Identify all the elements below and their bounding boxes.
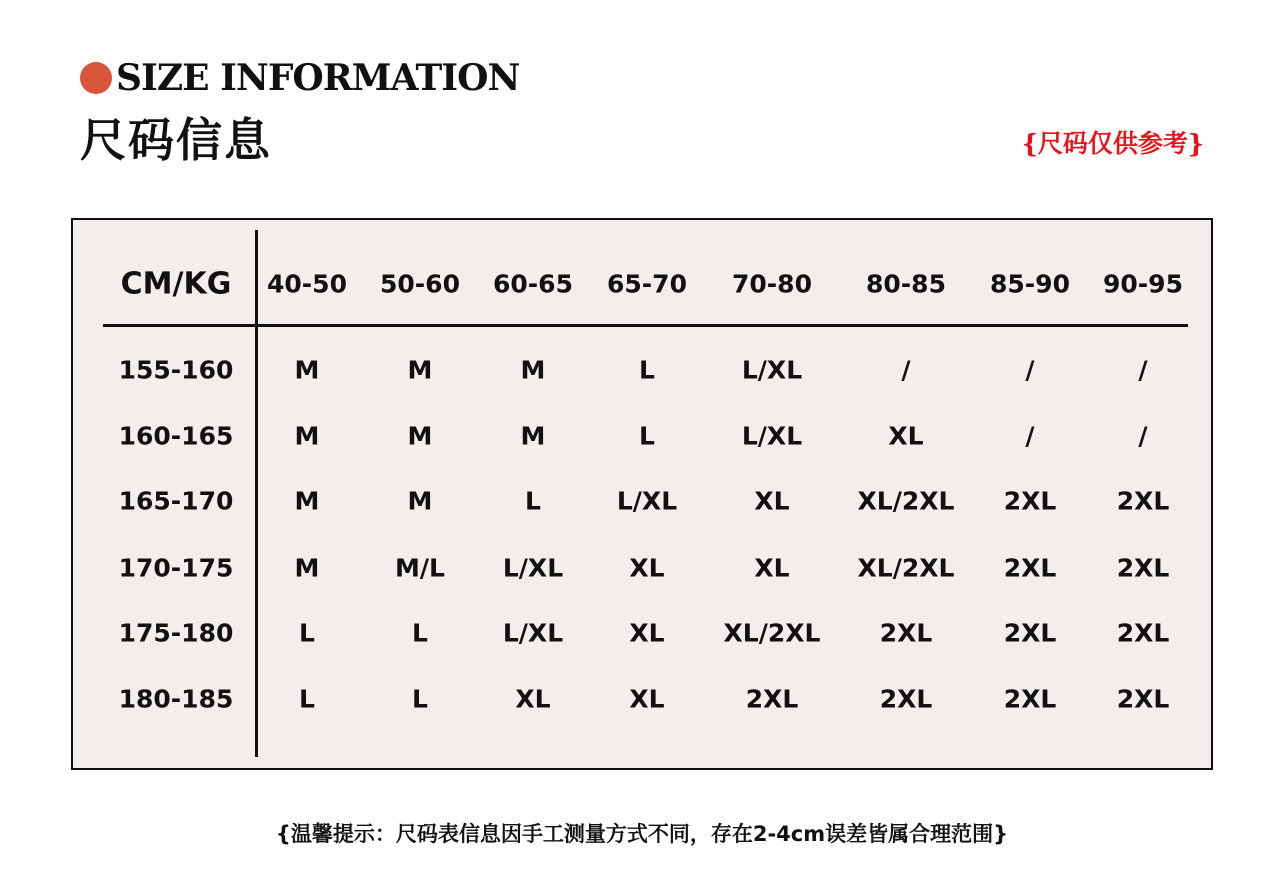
title-en-text: SIZE INFORMATION xyxy=(116,57,520,99)
weight-column-header: 80-85 xyxy=(866,269,946,299)
size-cell: 2XL xyxy=(1003,618,1057,648)
size-cell: L/XL xyxy=(741,421,803,451)
accent-dot-icon xyxy=(80,62,112,94)
weight-column-header: 60-65 xyxy=(493,269,573,299)
size-cell: L/XL xyxy=(616,486,678,516)
height-row-header: 170-175 xyxy=(118,553,234,583)
size-cell: / xyxy=(1138,355,1148,385)
size-cell: 2XL xyxy=(1116,618,1170,648)
height-row-header: 175-180 xyxy=(118,618,234,648)
size-cell: L/XL xyxy=(741,355,803,385)
size-cell: 2XL xyxy=(1003,553,1057,583)
table-header-divider xyxy=(103,324,1188,327)
size-cell: XL/2XL xyxy=(857,486,955,516)
size-cell: L xyxy=(299,618,315,648)
footer-tip: {温馨提示：尺码表信息因手工测量方式不同，存在2-4cm误差皆属合理范围} xyxy=(275,822,1009,846)
size-cell: M xyxy=(520,355,546,385)
weight-column-header: 65-70 xyxy=(607,269,687,299)
size-cell: 2XL xyxy=(1003,486,1057,516)
size-cell: L xyxy=(412,618,428,648)
size-cell: XL/2XL xyxy=(857,553,955,583)
corner-label: CM/KG xyxy=(120,266,232,302)
height-row-header: 165-170 xyxy=(118,486,234,516)
weight-column-header: 90-95 xyxy=(1103,269,1183,299)
size-cell: XL xyxy=(754,553,790,583)
size-cell: XL xyxy=(629,618,665,648)
size-cell: XL xyxy=(515,684,551,714)
height-row-header: 160-165 xyxy=(118,421,234,451)
height-row-header: 155-160 xyxy=(118,355,234,385)
size-cell: L xyxy=(639,355,655,385)
size-cell: 2XL xyxy=(1003,684,1057,714)
size-cell: M xyxy=(294,553,320,583)
size-cell: / xyxy=(901,355,911,385)
size-cell: 2XL xyxy=(745,684,799,714)
weight-column-header: 50-60 xyxy=(380,269,460,299)
size-cell: M xyxy=(294,355,320,385)
size-cell: M xyxy=(407,355,433,385)
size-cell: L xyxy=(525,486,541,516)
size-cell: M xyxy=(294,421,320,451)
size-cell: M xyxy=(407,486,433,516)
reference-note: {尺码仅供参考} xyxy=(1021,129,1204,158)
size-cell: XL xyxy=(888,421,924,451)
size-cell: M xyxy=(294,486,320,516)
weight-column-header: 70-80 xyxy=(732,269,812,299)
size-cell: L/XL xyxy=(502,553,564,583)
size-cell: L xyxy=(639,421,655,451)
size-cell: 2XL xyxy=(879,618,933,648)
height-row-header: 180-185 xyxy=(118,684,234,714)
size-cell: L/XL xyxy=(502,618,564,648)
size-cell: L xyxy=(299,684,315,714)
size-cell: XL/2XL xyxy=(723,618,821,648)
size-cell: 2XL xyxy=(1116,553,1170,583)
size-cell: XL xyxy=(629,553,665,583)
size-cell: M/L xyxy=(395,553,445,583)
weight-column-header: 85-90 xyxy=(990,269,1070,299)
size-cell: / xyxy=(1025,355,1035,385)
size-table xyxy=(71,218,1213,770)
size-cell: M xyxy=(520,421,546,451)
size-cell: XL xyxy=(754,486,790,516)
weight-column-header: 40-50 xyxy=(267,269,347,299)
size-cell: / xyxy=(1025,421,1035,451)
size-cell: / xyxy=(1138,421,1148,451)
table-vertical-divider xyxy=(255,230,258,757)
size-cell: L xyxy=(412,684,428,714)
size-cell: 2XL xyxy=(1116,684,1170,714)
title-cn: 尺码信息 xyxy=(80,113,272,167)
size-cell: XL xyxy=(629,684,665,714)
size-cell: M xyxy=(407,421,433,451)
size-cell: 2XL xyxy=(1116,486,1170,516)
title-en xyxy=(80,56,519,100)
size-cell: 2XL xyxy=(879,684,933,714)
